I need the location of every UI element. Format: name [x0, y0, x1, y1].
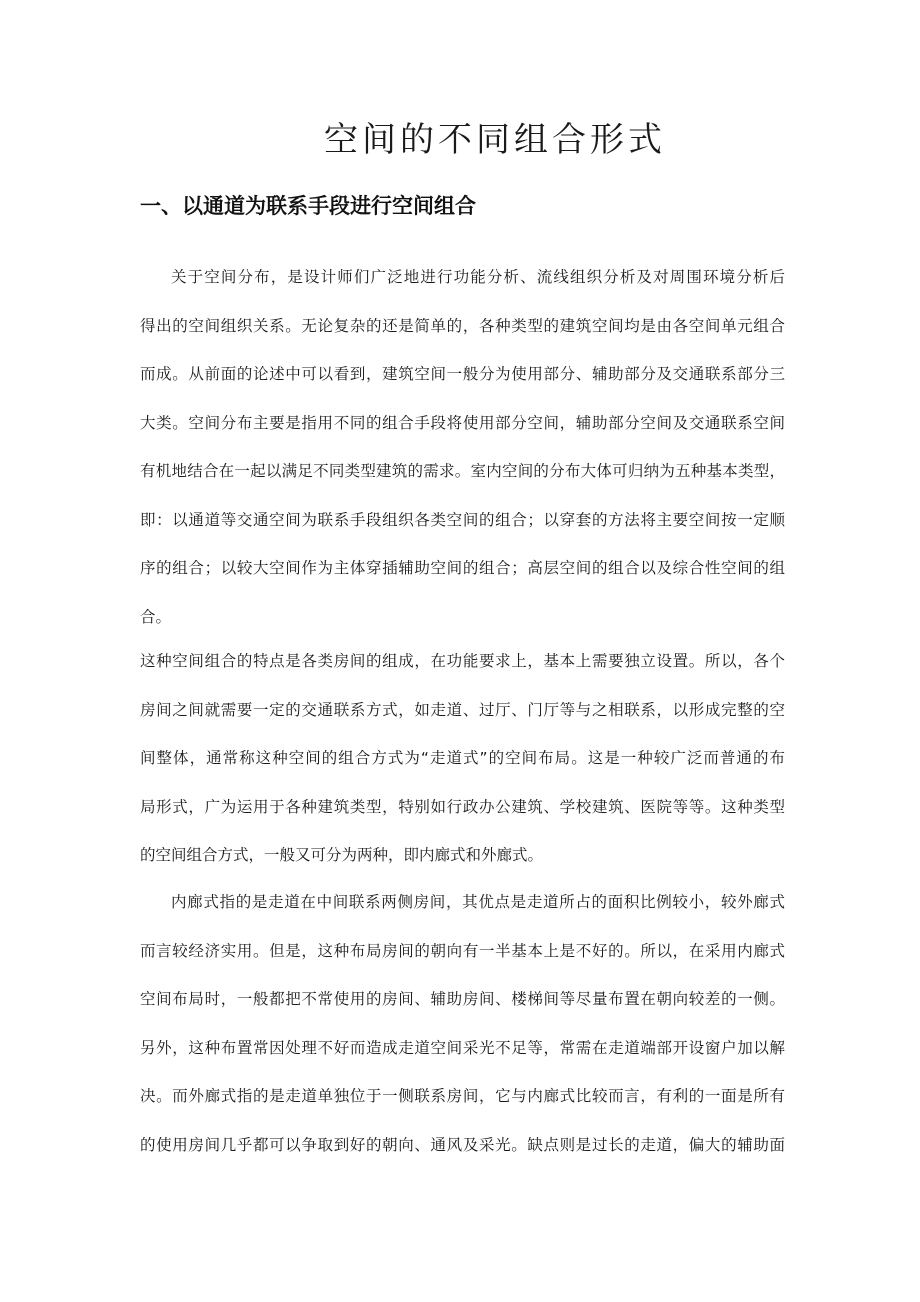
- text-line: 空间布局时，一般都把不常使用的房间、辅助房间、楼梯间等尽量布置在朝向较差的一侧。: [140, 990, 785, 1008]
- section-heading: 一、以通道为联系手段进行空间组合: [140, 194, 476, 218]
- text-line: 而言较经济实用。但是，这种布局房间的朝向有一半基本上是不好的。所以，在采用内廊式: [140, 941, 785, 960]
- text-line: 序的组合；以较大空间作为主体穿插辅助空间的组合；高层空间的组合以及综合性空间的组: [140, 559, 785, 577]
- text-line: 而成。从前面的论述中可以看到，建筑空间一般分为使用部分、辅助部分及交通联系部分三: [140, 365, 785, 383]
- text-line: 合。: [140, 607, 172, 626]
- text-line: 的使用房间几乎都可以争取到好的朝向、通风及采光。缺点则是过长的走道，偏大的辅助面: [140, 1135, 785, 1154]
- text-line: 大类。空间分布主要是指用不同的组合手段将使用部分空间，辅助部分空间及交通联系空间: [140, 413, 785, 432]
- text-line: 内廊式指的是走道在中间联系两侧房间，其优点是走道所占的面积比例较小，较外廊式: [171, 893, 785, 911]
- text-line: 有机地结合在一起以满足不同类型建筑的需求。室内空间的分布大体可归纳为五种基本类型，: [140, 462, 785, 480]
- paragraph-3: [140, 878, 785, 1169]
- text-line: 决。而外廊式指的是走道单独位于一侧联系房间，它与内廊式比较而言，有利的一面是所有: [140, 1087, 785, 1105]
- text-line: 间整体，通常称这种空间的组合方式为“走道式”的空间布局。这是一种较广泛而普通的布: [140, 749, 785, 767]
- text-line: 得出的空间组织关系。无论复杂的还是简单的，各种类型的建筑空间均是由各空间单元组合: [140, 316, 785, 335]
- text-line: 另外，这种布置常因处理不好而造成走道空间采光不足等，常需在走道端部开设窗户加以解: [140, 1038, 785, 1057]
- paragraph-2: [140, 637, 785, 880]
- paragraph-1: [140, 253, 785, 641]
- text-line: 这种空间组合的特点是各类房间的组成，在功能要求上，基本上需要独立设置。所以，各个: [140, 652, 785, 670]
- text-line: 关于空间分布，是设计师们广泛地进行功能分析、流线组织分析及对周围环境分析后: [171, 268, 785, 286]
- page-title: 空间的不同组合形式: [324, 120, 666, 160]
- text-line: 的空间组合方式，一般又可分为两种，即内廊式和外廊式。: [140, 846, 544, 864]
- text-line: 房间之间就需要一定的交通联系方式，如走道、过厅、门厅等与之相联系，以形成完整的空: [140, 700, 785, 719]
- text-line: 局形式，广为运用于各种建筑类型，特别如行政办公建筑、学校建筑、医院等等。这种类型: [140, 797, 785, 816]
- text-line: 即：以通道等交通空间为联系手段组织各类空间的组合；以穿套的方法将主要空间按一定顺: [140, 510, 785, 529]
